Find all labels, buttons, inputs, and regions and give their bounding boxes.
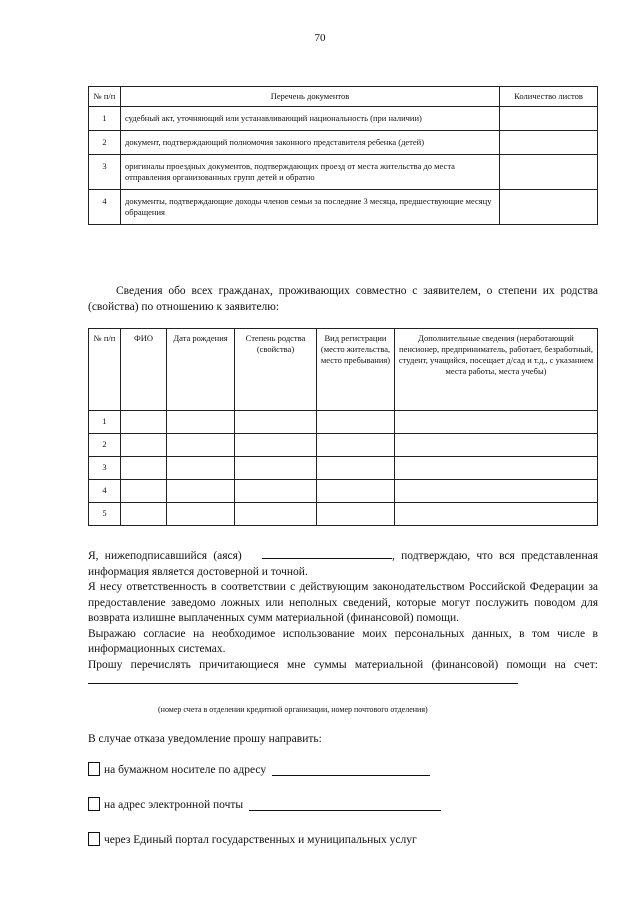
option-portal-label: через Единый портал государственных и муниципальных услуг [104,834,417,846]
transfer-text: Прошу перечислять причитающиеся мне суммы материальной (финансовой) помощи на счет: [88,658,598,671]
table-row [89,190,598,225]
confirm-start: Я, нижеподписавшийся (аяся) [88,550,242,562]
header-registration: Вид регистрации (место жительства, место пребывания) [317,329,395,411]
header-full-name: ФИО [121,329,167,411]
header-sheet-count: Количество листов [500,87,598,107]
table-row [89,131,598,155]
residents-table [88,328,598,526]
checkbox-portal[interactable] [88,832,100,846]
row-number: 1 [89,107,121,131]
responsibility-paragraph: Я несу ответственность в соответствии с действующим законодательством Российской Федерации за предоставление заведомо ложных или неполных сведений, которые могут послужить поводом для возврата излишне выплаченных сумм материальной (финансовой) помощи. [88,581,598,625]
option-email-label: на адрес электронной почты [104,799,244,811]
checkbox-paper[interactable] [88,762,100,776]
document-name: документ, подтверждающий полномочия законного представителя ребенка (детей) [121,131,500,155]
table-header-row [89,329,598,411]
header-number: № п/п [89,87,121,107]
table-row [89,107,598,131]
sheet-count-cell[interactable] [500,131,598,155]
table-row [89,503,598,526]
table-row [89,155,598,190]
option-paper-label: на бумажном носителе по адресу [104,764,267,776]
confirmation-paragraph [88,548,598,580]
row-number: 1 [89,411,121,434]
table-row [89,411,598,434]
signer-name-line[interactable] [262,548,392,559]
header-number: № п/п [89,329,121,411]
declaration-block [88,548,598,690]
sheet-count-cell[interactable] [500,155,598,190]
table-row [89,480,598,503]
row-number: 3 [89,155,121,190]
row-number: 4 [89,480,121,503]
row-number: 2 [89,434,121,457]
document-name: оригиналы проездных документов, подтверждающих проезд от места жительства до места отправления организованных групп детей и обратно [121,155,500,190]
table-row [89,434,598,457]
sheet-count-cell[interactable] [500,107,598,131]
document-name: судебный акт, уточняющий или устанавливающий национальность (при наличии) [121,107,500,131]
row-number: 5 [89,503,121,526]
option-paper [88,762,430,776]
header-documents: Перечень документов [121,87,500,107]
account-number-line[interactable] [88,673,518,684]
checkbox-email[interactable] [88,797,100,811]
option-email [88,797,441,811]
refusal-heading: В случае отказа уведомление прошу направить: [88,733,322,745]
documents-table [88,86,598,225]
sheet-count-cell[interactable] [500,190,598,225]
residents-intro: Сведения обо всех гражданах, проживающих совместно с заявителем, о степени их родства (свойства) по отношению к заявителю: [88,285,598,313]
header-birth-date: Дата рождения [167,329,235,411]
table-row [89,457,598,480]
account-caption: (номер счета в отделении кредитной организации, номер почтового отделения) [158,705,428,714]
header-kinship: Степень родства (свойства) [235,329,317,411]
row-number: 4 [89,190,121,225]
row-number: 2 [89,131,121,155]
page-number: 70 [314,32,326,44]
transfer-paragraph [88,658,598,690]
header-additional-info: Дополнительные сведения (неработающий пенсионер, предприниматель, работает, безработный, студент, учащийся, посещает д/сад и т.д., с указанием места работы, места учебы) [395,329,598,411]
confirm-end: , подтверждаю, что вся представленная информация является достоверной и точной. [88,550,598,578]
document-name: документы, подтверждающие доходы членов семьи за последние 3 месяца, предшествующие месяцу обращения [121,190,500,225]
email-line[interactable] [249,799,441,811]
option-portal [88,832,417,846]
table-header-row [89,87,598,107]
postal-address-line[interactable] [272,764,430,776]
consent-paragraph: Выражаю согласие на необходимое использование моих персональных данных, в том числе в информационных системах. [88,627,598,656]
row-number: 3 [89,457,121,480]
